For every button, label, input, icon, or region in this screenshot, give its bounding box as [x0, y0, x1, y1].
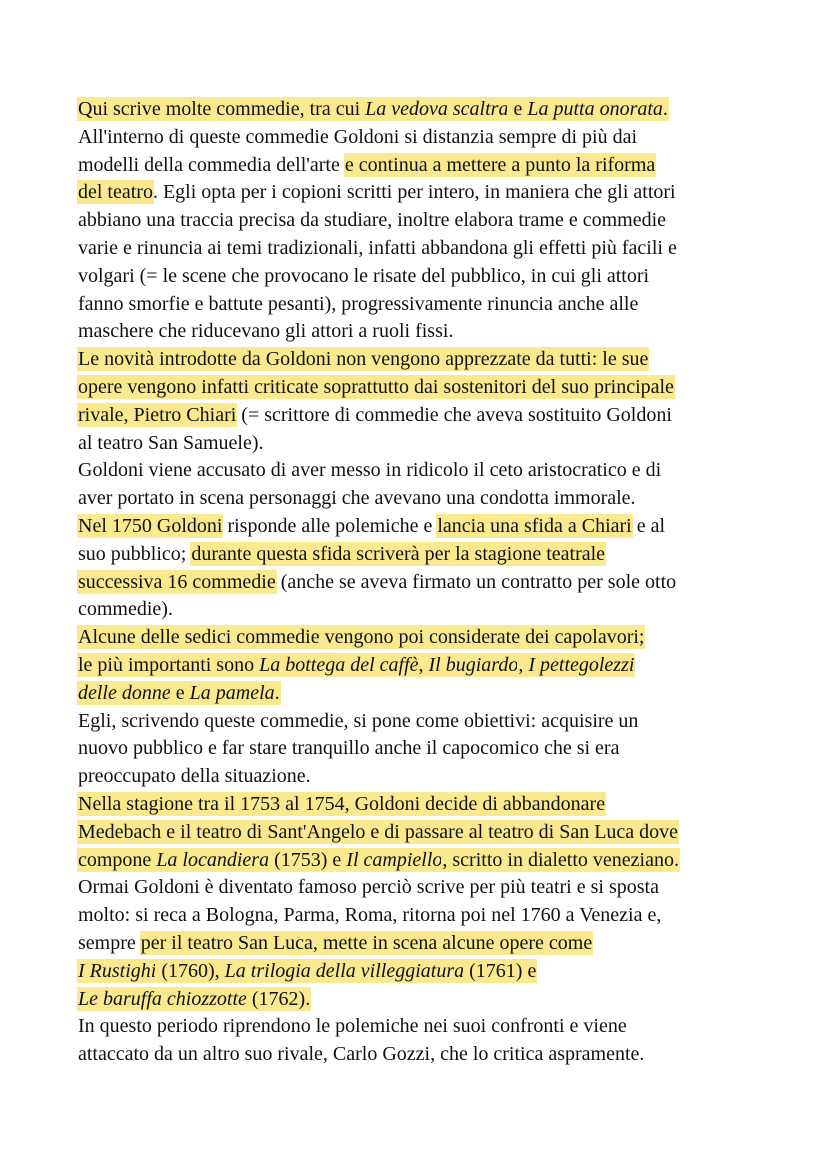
- body-text: al teatro San Samuele).: [78, 431, 264, 454]
- text-line: [78, 263, 758, 291]
- highlighted-text: Nel 1750 Goldoni: [78, 514, 223, 537]
- body-text: . Egli opta per i copioni scritti per intero, in maniera che gli attori: [152, 181, 676, 204]
- highlighted-text: La vedova scaltra: [365, 98, 509, 120]
- text-line: [78, 958, 758, 986]
- text-line: [78, 1013, 758, 1041]
- highlighted-text: e continua a mettere a punto la riforma: [344, 153, 656, 176]
- text-line: [78, 124, 758, 152]
- highlighted-text: Il campiello: [346, 848, 443, 871]
- text-line: [78, 847, 758, 875]
- highlighted-text: compone: [78, 848, 157, 871]
- highlighted-text: delle donne: [78, 681, 171, 704]
- highlighted-text: ,: [418, 653, 429, 676]
- highlighted-text: opere vengono infatti criticate soprattutto dai sostenitori del suo principale: [78, 375, 674, 398]
- text-line: [78, 902, 758, 930]
- body-text: preoccupato della situazione.: [78, 765, 311, 788]
- text-line: [78, 624, 758, 652]
- highlighted-text: e: [170, 681, 190, 704]
- text-line: [78, 513, 758, 541]
- text-line: [78, 541, 758, 569]
- text-line: [78, 930, 758, 958]
- text-line: [78, 457, 758, 485]
- highlighted-text: del teatro: [78, 181, 153, 204]
- highlighted-text: La trilogia della villeggiatura: [224, 959, 465, 982]
- highlighted-text: Le baruffa chiozzotte: [78, 987, 247, 1010]
- highlighted-text: successiva 16 commedie: [78, 570, 276, 593]
- body-text: varie e rinuncia ai temi tradizionali, infatti abbandona gli effetti più facili e: [78, 236, 677, 259]
- body-text: sempre: [78, 931, 141, 954]
- highlighted-text: per il teatro San Luca, mette in scena alcune opere come: [140, 931, 593, 954]
- text-line: [78, 763, 758, 791]
- highlighted-text: , scritto in dialetto veneziano.: [442, 848, 679, 871]
- body-text: commedie).: [78, 598, 173, 621]
- highlighted-text: La pamela: [189, 681, 275, 704]
- body-text: Goldoni viene accusato di aver messo in ridicolo il ceto aristocratico e di: [78, 459, 662, 482]
- text-line: [78, 374, 758, 402]
- highlighted-text: (1753) e: [269, 848, 347, 871]
- highlighted-text: I Rustighi: [78, 959, 157, 982]
- text-line: [78, 708, 758, 736]
- text-line: [78, 735, 758, 763]
- text-line: [78, 652, 758, 680]
- body-text: In questo periodo riprendono le polemiche nei suoi confronti e viene: [78, 1015, 627, 1038]
- highlighted-text: Nella stagione tra il 1753 al 1754, Goldoni decide di abbandonare: [78, 792, 606, 815]
- body-text: molto: si reca a Bologna, Parma, Roma, ritorna poi nel 1760 a Venezia e,: [78, 904, 662, 927]
- highlighted-text: I pettegolezzi: [528, 653, 635, 676]
- body-text: aver portato in scena personaggi che avevano una condotta immorale.: [78, 487, 636, 510]
- text-line: [78, 874, 758, 902]
- body-text: nuovo pubblico e far stare tranquillo anche il capocomico che si era: [78, 737, 620, 760]
- text-line: [78, 596, 758, 624]
- text-line: [78, 291, 758, 319]
- highlighted-text: .: [662, 98, 668, 120]
- highlighted-text: e: [508, 98, 528, 120]
- highlighted-text: le più importanti sono: [78, 653, 260, 676]
- body-text: e al: [631, 514, 666, 537]
- text-line: [78, 152, 758, 180]
- highlighted-text: lancia una sfida a Chiari: [437, 514, 632, 537]
- body-text: Ormai Goldoni è diventato famoso perciò scrive per più teatri e si sposta: [78, 876, 659, 899]
- body-text: suo pubblico;: [78, 542, 192, 565]
- highlighted-text: La bottega del caffè: [259, 653, 419, 676]
- text-line: [78, 207, 758, 235]
- body-text: All'interno di queste commedie Goldoni si distanzia sempre di più dai: [78, 125, 638, 148]
- highlighted-text: ,: [518, 653, 529, 676]
- body-text: abbiano una traccia precisa da studiare, inoltre elabora trame e commedie: [78, 209, 667, 232]
- highlighted-text: Il bugiardo: [428, 653, 519, 676]
- text-line: [78, 680, 758, 708]
- highlighted-text: Le novità introdotte da Goldoni non vengono apprezzate da tutti: le sue: [78, 348, 649, 371]
- text-line: [78, 179, 758, 207]
- highlighted-text: Qui scrive molte commedie, tra cui: [78, 98, 366, 120]
- highlighted-text: (1762).: [246, 987, 311, 1010]
- body-text: volgari (= le scene che provocano le risate del pubblico, in cui gli attori: [78, 264, 650, 287]
- text-line: [78, 318, 758, 346]
- text-line: [78, 430, 758, 458]
- highlighted-text: .: [274, 681, 280, 704]
- text-line: [78, 485, 758, 513]
- document-page: [78, 96, 758, 1069]
- highlighted-text: (1761) e: [464, 959, 537, 982]
- highlighted-text: rivale, Pietro Chiari: [78, 403, 237, 426]
- text-line: [78, 791, 758, 819]
- highlighted-text: durante questa sfida scriverà per la stagione teatrale: [191, 542, 606, 565]
- text-line: [78, 96, 758, 124]
- text-line: [78, 235, 758, 263]
- highlighted-text: (1760),: [156, 959, 225, 982]
- text-line: [78, 569, 758, 597]
- text-line: [78, 819, 758, 847]
- body-text: maschere che riducevano gli attori a ruoli fissi.: [78, 320, 454, 343]
- body-text: (anche se aveva firmato un contratto per sole otto: [275, 570, 677, 593]
- body-text: risponde alle polemiche e: [222, 514, 438, 537]
- highlighted-text: La putta onorata: [527, 98, 663, 120]
- body-text: (= scrittore di commedie che aveva sostituito Goldoni: [236, 403, 672, 426]
- text-line: [78, 402, 758, 430]
- highlighted-text: Alcune delle sedici commedie vengono poi considerate dei capolavori;: [78, 626, 645, 649]
- body-text: Egli, scrivendo queste commedie, si pone come obiettivi: acquisire un: [78, 709, 639, 732]
- text-line: [78, 986, 758, 1014]
- body-text: attaccato da un altro suo rivale, Carlo Gozzi, che lo critica aspramente.: [78, 1043, 645, 1066]
- body-text: fanno smorfie e battute pesanti), progressivamente rinuncia anche alle: [78, 292, 639, 315]
- highlighted-text: La locandiera: [156, 848, 270, 871]
- text-line: [78, 346, 758, 374]
- text-line: [78, 1041, 758, 1069]
- highlighted-text: Medebach e il teatro di Sant'Angelo e di passare al teatro di San Luca dove: [78, 820, 679, 843]
- body-text: modelli della commedia dell'arte: [78, 153, 345, 176]
